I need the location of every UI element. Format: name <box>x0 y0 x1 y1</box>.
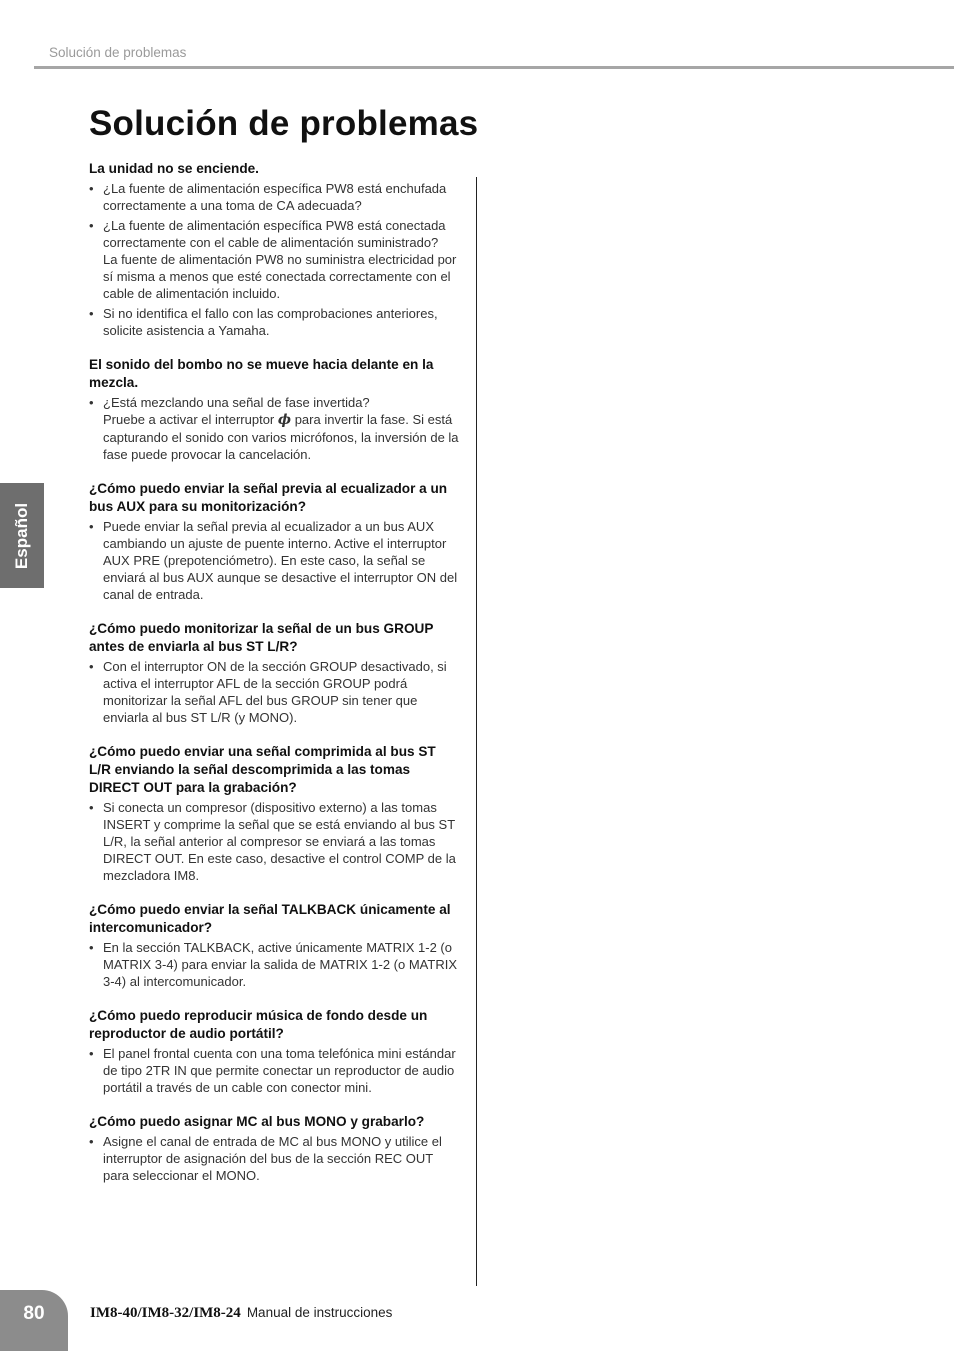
question: ¿Cómo puedo monitorizar la señal de un bus GROUP antes de enviarla al bus ST L/R? <box>89 621 434 654</box>
footer-manual-label: Manual de instrucciones <box>246 1305 393 1320</box>
qa-item <box>89 160 459 339</box>
answer-list <box>89 799 459 884</box>
qa-item <box>89 356 459 463</box>
page-number-tab <box>0 1290 68 1351</box>
answer-item <box>89 1045 459 1096</box>
troubleshooting-list <box>89 160 459 1201</box>
qa-item <box>89 620 459 726</box>
answer-list <box>89 1045 459 1096</box>
answer-note-start: Pruebe a activar el interruptor <box>103 412 275 427</box>
answer-item <box>89 658 459 726</box>
answer-note: La fuente de alimentación PW8 no suministra electricidad por sí misma a menos que esté conectada correctamente con el cable de alimentación incluido. <box>103 252 457 301</box>
answer-item <box>89 217 459 302</box>
answer-text: • Si conecta un compresor (dispositivo externo) a las tomas INSERT y comprime la señal que se está enviando al bus ST L/R, la señal anterior al compresor se enviará a las tomas DIRECT OUT. En este caso, desactive el control COMP de la mezcladora IM8. <box>103 800 456 883</box>
qa-item <box>89 480 459 603</box>
answer-text: • En la sección TALKBACK, active únicamente MATRIX 1-2 (o MATRIX 3-4) para enviar la salida de MATRIX 1-2 (o MATRIX 3-4) al intercomunicador. <box>103 940 457 989</box>
answer-list <box>89 658 459 726</box>
footer-model: IM8-40/IM8-32/IM8-24 <box>90 1305 241 1321</box>
answer-text: • ¿La fuente de alimentación específica PW8 está conectada correctamente con el cable de alimentación suministrado? <box>103 218 446 250</box>
answer-list <box>89 1133 459 1184</box>
answer-item <box>89 1133 459 1184</box>
answer-text: • ¿La fuente de alimentación específica PW8 está enchufada correctamente a una toma de CA adecuada? <box>103 181 447 213</box>
answer-list <box>89 180 459 339</box>
answer-item <box>89 939 459 990</box>
question: ¿Cómo puedo enviar la señal TALKBACK únicamente al intercomunicador? <box>89 902 451 935</box>
answer-text: • Puede enviar la señal previa al ecualizador a un bus AUX cambiando un ajuste de puente interno. Active el interruptor AUX PRE (prepotenciómetro). En este caso, la señal se enviará al bus AUX aunque se desactive el interruptor ON del canal de entrada. <box>103 519 458 602</box>
page-number: 80 <box>23 1302 45 1324</box>
qa-item <box>89 901 459 990</box>
answer-item <box>89 518 459 603</box>
footer <box>90 1305 392 1322</box>
phase-icon: ϕ <box>277 412 292 428</box>
answer-text: • El panel frontal cuenta con una toma telefónica mini estándar de tipo 2TR IN que permite conectar un reproductor de audio portátil a través de un cable con conector mini. <box>103 1046 456 1095</box>
answer-text: • Con el interruptor ON de la sección GROUP desactivado, si activa el interruptor AFL de la sección GROUP podrá monitorizar la señal AFL del bus GROUP sin tener que enviarla al bus ST L/R (y MONO). <box>103 659 447 725</box>
question: ¿Cómo puedo enviar una señal comprimida al bus ST L/R enviando la señal descomprimida a las tomas DIRECT OUT para la grabación? <box>89 744 436 795</box>
qa-item <box>89 1113 459 1184</box>
answer-text: • ¿Está mezclando una señal de fase invertida? <box>103 395 370 410</box>
answer-list <box>89 394 459 463</box>
running-header: Solución de problemas <box>49 45 187 60</box>
question: El sonido del bombo no se mueve hacia delante en la mezcla. <box>89 357 434 390</box>
question: ¿Cómo puedo asignar MC al bus MONO y grabarlo? <box>89 1114 425 1129</box>
answer-text: • Asigne el canal de entrada de MC al bus MONO y utilice el interruptor de asignación del bus de la sección REC OUT para seleccionar el MONO. <box>103 1134 442 1183</box>
question: La unidad no se enciende. <box>89 161 259 176</box>
page-title: Solución de problemas <box>89 104 479 143</box>
answer-item <box>89 305 459 339</box>
answer-item <box>89 799 459 884</box>
answer-note-end: para invertir la fase. Si está capturando el sonido con varios micrófonos, la inversión de la fase puede provocar la cancelación. <box>103 412 459 462</box>
answer-note <box>103 411 459 463</box>
qa-item <box>89 743 459 884</box>
column-divider <box>476 177 477 1286</box>
qa-item <box>89 1007 459 1096</box>
answer-list <box>89 939 459 990</box>
language-tab-label: Español <box>12 502 31 569</box>
answer-text: • Si no identifica el fallo con las comprobaciones anteriores, solicite asistencia a Yamaha. <box>103 306 438 338</box>
language-tab <box>0 483 44 588</box>
answer-item <box>89 180 459 214</box>
question: ¿Cómo puedo reproducir música de fondo desde un reproductor de audio portátil? <box>89 1008 428 1041</box>
header-rule <box>34 66 954 69</box>
question: ¿Cómo puedo enviar la señal previa al ecualizador a un bus AUX para su monitorización? <box>89 481 448 514</box>
answer-list <box>89 518 459 603</box>
answer-item <box>89 394 459 463</box>
